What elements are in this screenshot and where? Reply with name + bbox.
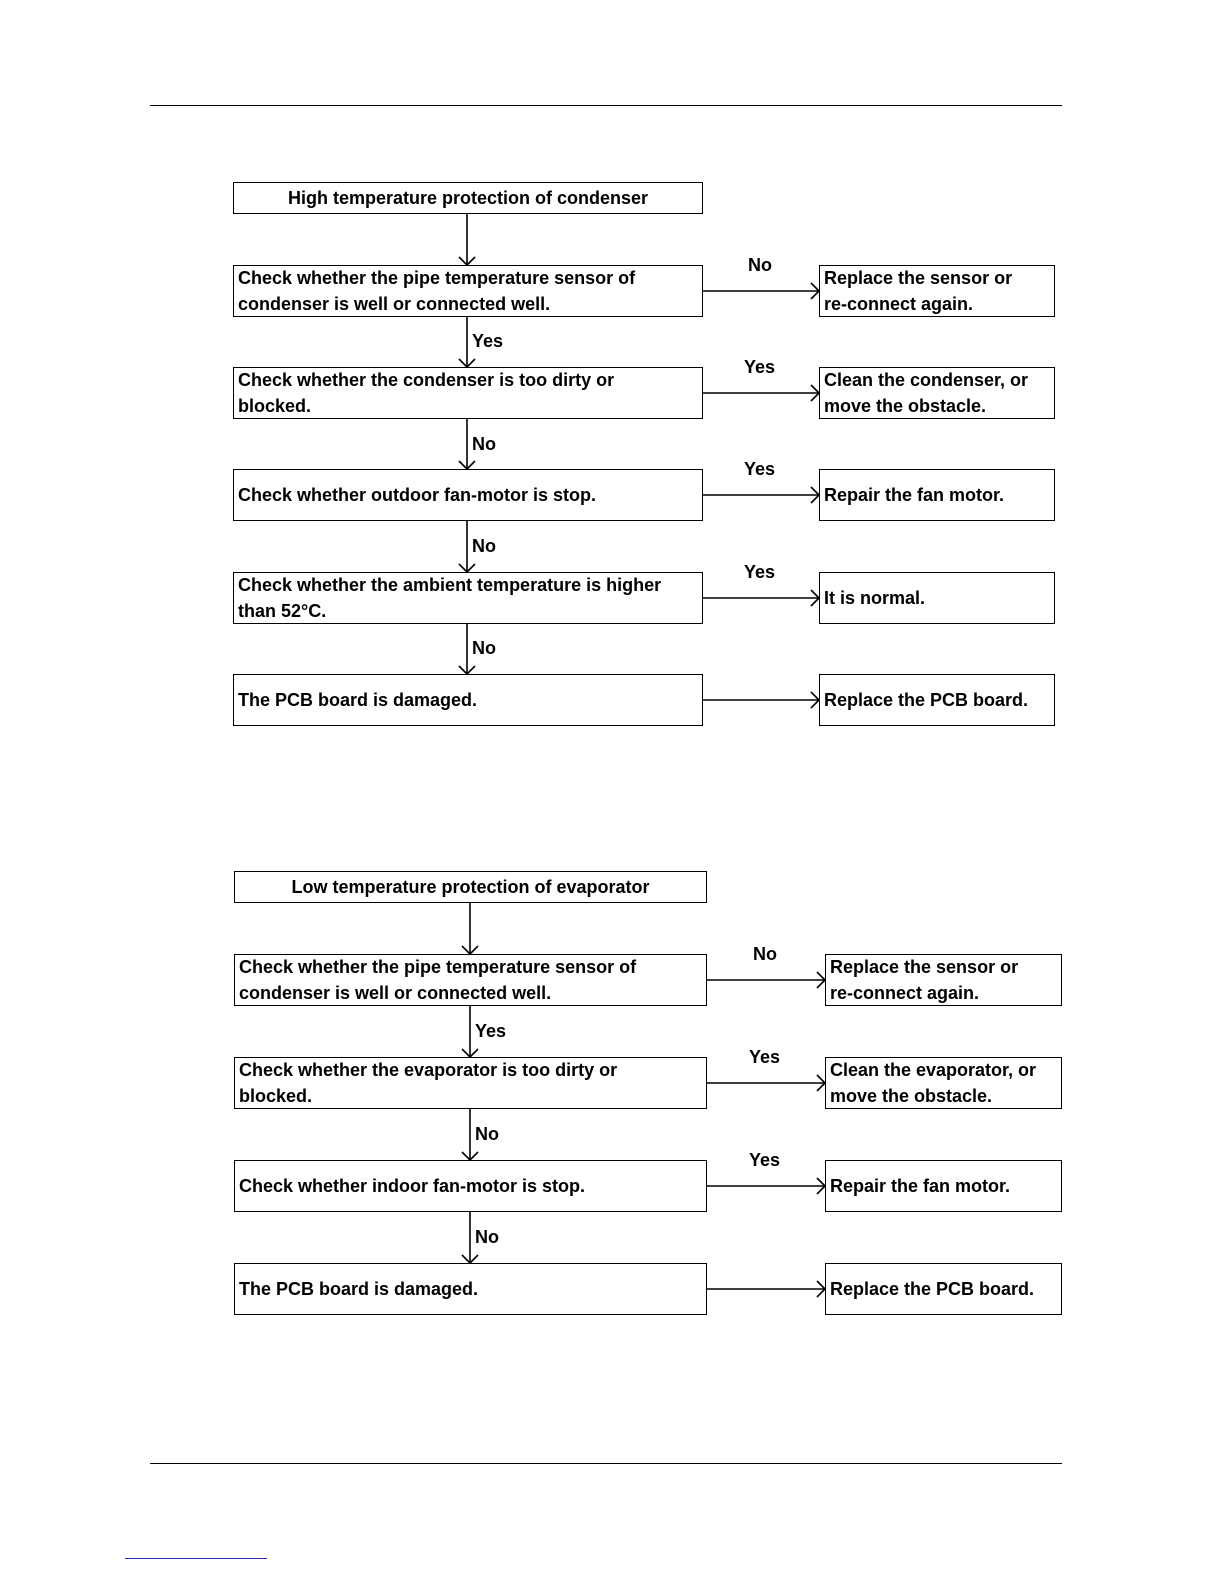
chart2-check-fan: Check whether indoor fan-motor is stop.	[234, 1160, 707, 1212]
chart1-action-clean: Clean the condenser, or move the obstacle.	[819, 367, 1055, 419]
chart1-down-label: No	[472, 536, 496, 556]
chart1-check-ambient: Check whether the ambient temperature is higher than 52°C.	[233, 572, 703, 624]
chart1-side-label: No	[748, 255, 772, 275]
chart1-check-dirty: Check whether the condenser is too dirty or blocked.	[233, 367, 703, 419]
chart1-action-replace-pcb: Replace the PCB board.	[819, 674, 1055, 726]
chart2-action-repair-fan: Repair the fan motor.	[825, 1160, 1062, 1212]
chart2-title-box: Low temperature protection of evaporator	[234, 871, 707, 903]
chart1-check-pcb: The PCB board is damaged.	[233, 674, 703, 726]
chart2-check-dirty: Check whether the evaporator is too dirty or blocked.	[234, 1057, 707, 1109]
chart2-down-label: Yes	[475, 1021, 507, 1041]
chart2-down-arrow	[462, 903, 478, 954]
chart2-down-label: No	[475, 1124, 499, 1144]
chart2-action-replace-sensor: Replace the sensor or re-connect again.	[825, 954, 1062, 1006]
chart1-right-arrow	[703, 283, 819, 299]
chart2-side-label: Yes	[749, 1047, 781, 1067]
chart1-down-arrow	[459, 214, 475, 265]
chart2-check-sensor: Check whether the pipe temperature sensor of condenser is well or connected well.	[234, 954, 707, 1006]
chart1-side-label: Yes	[744, 459, 776, 479]
chart2-side-label: Yes	[749, 1150, 781, 1170]
chart1-check-sensor: Check whether the pipe temperature sensor of condenser is well or connected well.	[233, 265, 703, 317]
chart1-right-arrow	[703, 385, 819, 401]
chart1-check-fan: Check whether outdoor fan-motor is stop.	[233, 469, 703, 521]
chart1-action-normal: It is normal.	[819, 572, 1055, 624]
chart2-right-arrow	[707, 1075, 825, 1091]
chart2-down-label: No	[475, 1227, 499, 1247]
chart1-down-label: No	[472, 434, 496, 454]
chart2-check-pcb: The PCB board is damaged.	[234, 1263, 707, 1315]
chart1-action-repair-fan: Repair the fan motor.	[819, 469, 1055, 521]
chart1-right-arrow	[703, 692, 819, 708]
chart1-action-replace-sensor: Replace the sensor or re-connect again.	[819, 265, 1055, 317]
chart2-right-arrow	[707, 1178, 825, 1194]
chart1-right-arrow	[703, 487, 819, 503]
chart2-side-label: No	[753, 944, 777, 964]
chart2-action-replace-pcb: Replace the PCB board.	[825, 1263, 1062, 1315]
chart1-side-label: Yes	[744, 562, 776, 582]
chart2-action-clean: Clean the evaporator, or move the obstacle.	[825, 1057, 1062, 1109]
chart1-title-box: High temperature protection of condenser	[233, 182, 703, 214]
chart1-side-label: Yes	[744, 357, 776, 377]
chart1-down-label: Yes	[472, 331, 504, 351]
chart1-down-label: No	[472, 638, 496, 658]
chart1-right-arrow	[703, 590, 819, 606]
chart2-right-arrow	[707, 1281, 825, 1297]
chart2-right-arrow	[707, 972, 825, 988]
